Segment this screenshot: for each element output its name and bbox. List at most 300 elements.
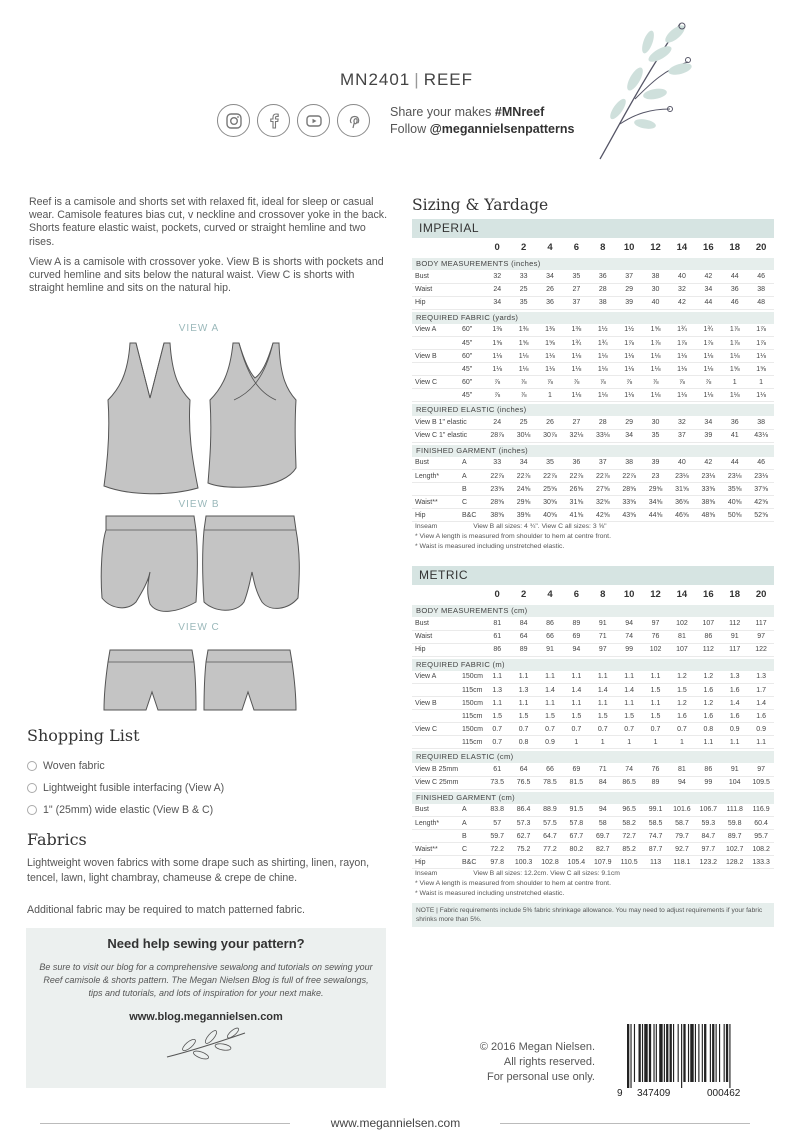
row-sublabel: 115cm <box>460 684 484 697</box>
table-cell: 99 <box>695 776 721 789</box>
barcode-bar <box>639 1024 641 1082</box>
table-cell: 1.1 <box>484 697 510 710</box>
table-row <box>412 776 774 789</box>
table-cell: 29 <box>616 283 642 296</box>
table-cell: 1⅛ <box>537 363 563 376</box>
table-cell: 29 <box>616 416 642 429</box>
table-cell: 1.3 <box>748 671 774 684</box>
table-cell: 57.8 <box>563 817 589 830</box>
hashtag: #MNreef <box>494 105 545 119</box>
row-sublabel: B <box>460 830 484 843</box>
metric-elastic-table <box>412 763 774 790</box>
barcode <box>615 1020 773 1100</box>
table-cell: 38⅝ <box>484 509 510 522</box>
footer-url[interactable]: www.megannielsen.com <box>330 1116 461 1130</box>
list-item: Lightweight fusible interfacing (View A) <box>27 777 387 799</box>
row-label <box>412 684 460 697</box>
table-cell: 1.4 <box>616 684 642 697</box>
table-cell: 1⅛ <box>590 350 616 363</box>
table-cell: 109.5 <box>748 776 774 789</box>
table-cell: 1⅛ <box>748 389 774 402</box>
table-cell: 1⅝ <box>510 337 536 350</box>
table-cell: 1⅛ <box>537 350 563 363</box>
table-cell: 66 <box>537 763 563 776</box>
table-cell: 32 <box>669 283 695 296</box>
table-cell: ⅞ <box>695 376 721 389</box>
table-row <box>412 429 774 442</box>
table-cell: 97.8 <box>484 856 510 869</box>
table-cell: 117 <box>748 617 774 630</box>
table-cell: 34 <box>616 429 642 442</box>
imperial-header: IMPERIAL <box>412 219 774 238</box>
barcode-digits-middle: 347409 <box>637 1088 671 1099</box>
table-cell: 40⅝ <box>722 496 748 509</box>
table-cell: 1⅞ <box>748 324 774 337</box>
checkbox-circle-icon <box>27 805 37 815</box>
table-row <box>412 643 774 656</box>
youtube-icon[interactable] <box>297 104 330 137</box>
table-cell: 83.8 <box>484 804 510 817</box>
view-c-shorts-illustration <box>100 646 300 714</box>
size-header-cell: 6 <box>573 588 580 600</box>
view-b-label: VIEW B <box>178 499 220 510</box>
table-row <box>412 416 774 429</box>
table-cell: 1.1 <box>484 671 510 684</box>
table-row <box>412 617 774 630</box>
table-cell: 1⅝ <box>722 363 748 376</box>
table-cell: 28 <box>590 416 616 429</box>
list-item: Woven fabric <box>27 755 387 777</box>
table-cell: 0.9 <box>748 723 774 736</box>
blog-link[interactable]: www.blog.megannielsen.com <box>129 1011 283 1023</box>
row-label: View B 25mm <box>412 763 484 776</box>
help-box <box>26 928 386 1088</box>
table-cell: 22⅞ <box>590 470 616 483</box>
row-label: View C <box>412 376 460 389</box>
table-cell: 34 <box>510 457 536 470</box>
table-cell: 25⅝ <box>537 483 563 496</box>
shopping-list-title: Shopping List <box>27 726 140 745</box>
row-label: Waist <box>412 630 484 643</box>
barcode-bar <box>688 1024 689 1082</box>
table-cell: 1.1 <box>537 671 563 684</box>
table-cell: 108.2 <box>748 843 774 856</box>
table-cell: 0.7 <box>484 723 510 736</box>
table-cell: 86 <box>484 643 510 656</box>
table-cell: 1¾ <box>590 337 616 350</box>
row-sublabel: C <box>460 496 484 509</box>
table-cell: 37 <box>563 296 589 309</box>
table-cell: 38 <box>590 296 616 309</box>
row-label: View A <box>412 324 460 337</box>
table-cell: 74 <box>616 630 642 643</box>
table-cell: 1.1 <box>537 697 563 710</box>
table-cell: 44 <box>722 457 748 470</box>
row-label: Hip <box>412 296 484 309</box>
table-cell: 28 <box>590 283 616 296</box>
table-cell: 1.5 <box>642 710 668 723</box>
metric-body-title: BODY MEASUREMENTS (cm) <box>412 605 774 617</box>
metric-header: METRIC <box>412 566 774 585</box>
table-cell: 1 <box>616 736 642 749</box>
table-cell: 1⅛ <box>616 363 642 376</box>
table-cell: 1⅛ <box>748 350 774 363</box>
sizing-column <box>412 196 774 927</box>
table-cell: 1⅛ <box>695 389 721 402</box>
row-label: Hip <box>412 643 484 656</box>
table-cell: 69 <box>563 763 589 776</box>
table-cell: 0.7 <box>510 723 536 736</box>
table-cell: 1.1 <box>563 697 589 710</box>
barcode-bar <box>634 1024 635 1082</box>
table-cell: 0.7 <box>616 723 642 736</box>
table-cell: 118.1 <box>669 856 695 869</box>
table-cell: 1.6 <box>695 684 721 697</box>
table-cell: 69.7 <box>590 830 616 843</box>
table-cell: 23⅛ <box>722 470 748 483</box>
table-cell: 1.6 <box>669 710 695 723</box>
table-cell: 50⅝ <box>722 509 748 522</box>
table-cell: 36 <box>563 457 589 470</box>
table-cell: 43⅛ <box>748 429 774 442</box>
table-cell: 84 <box>510 617 536 630</box>
fabrics-note: Additional fabric may be required to match patterned fabric. <box>27 904 305 916</box>
table-cell: 84.7 <box>695 830 721 843</box>
imperial-fabric-title: REQUIRED FABRIC (yards) <box>412 312 774 324</box>
size-header-cell: 10 <box>623 588 635 600</box>
row-label: Bust <box>412 457 460 470</box>
table-cell: 23 <box>642 470 668 483</box>
barcode-bar <box>726 1024 728 1082</box>
table-cell: 59.7 <box>484 830 510 843</box>
table-cell: 1⅛ <box>669 350 695 363</box>
imperial-body-title: BODY MEASUREMENTS (inches) <box>412 258 774 270</box>
table-cell: 85.2 <box>616 843 642 856</box>
table-cell: 32 <box>484 270 510 283</box>
table-row <box>412 350 774 363</box>
table-cell: 44 <box>695 296 721 309</box>
instagram-icon[interactable] <box>217 104 250 137</box>
table-cell: 28⅞ <box>484 429 510 442</box>
table-cell: 1.1 <box>695 736 721 749</box>
table-cell: 40 <box>642 296 668 309</box>
table-cell: 61 <box>484 630 510 643</box>
table-row <box>412 283 774 296</box>
table-cell: 62.7 <box>510 830 536 843</box>
table-cell: 48 <box>748 296 774 309</box>
table-row <box>412 509 774 522</box>
table-cell: 106.7 <box>695 804 721 817</box>
barcode-digits-right: 000462 <box>707 1088 741 1099</box>
barcode-bar <box>710 1024 711 1082</box>
row-label: Hip <box>412 509 460 522</box>
table-cell: 0.9 <box>722 723 748 736</box>
table-cell: 1.6 <box>722 710 748 723</box>
barcode-bar <box>695 1024 696 1082</box>
imperial-note-2: * Waist is measured including unstretched elastic. <box>415 543 565 550</box>
row-sublabel: 60" <box>460 350 484 363</box>
barcode-bar <box>653 1024 654 1082</box>
size-header-cell: 20 <box>755 241 767 253</box>
table-cell: 35⅝ <box>722 483 748 496</box>
table-row <box>412 389 774 402</box>
sizing-title: Sizing & Yardage <box>412 196 549 214</box>
table-cell: 48⅝ <box>695 509 721 522</box>
table-cell: 1.4 <box>590 684 616 697</box>
botanical-sprig-icon <box>590 14 700 164</box>
table-cell: 1.1 <box>616 671 642 684</box>
table-cell: ⅞ <box>563 376 589 389</box>
barcode-bar <box>659 1024 662 1082</box>
table-cell: 97 <box>748 763 774 776</box>
table-cell: 24 <box>484 283 510 296</box>
metric-note-1: * View A length is measured from shoulder to hem at centre front. <box>415 880 611 887</box>
table-cell: 71 <box>590 630 616 643</box>
table-cell: 105.4 <box>563 856 589 869</box>
barcode-bars <box>615 1020 773 1100</box>
table-cell: 1⅞ <box>669 337 695 350</box>
barcode-bar <box>681 1024 682 1088</box>
table-cell: 1⅞ <box>616 337 642 350</box>
table-cell: 1⅝ <box>642 324 668 337</box>
metric-finished-title: FINISHED GARMENT (cm) <box>412 792 774 804</box>
table-row <box>412 763 774 776</box>
table-cell: 1.5 <box>669 684 695 697</box>
table-cell: 1⅛ <box>510 363 536 376</box>
table-cell: 25 <box>510 416 536 429</box>
size-header-cell: 2 <box>520 241 527 253</box>
table-cell: 111.8 <box>722 804 748 817</box>
table-cell: 23⅛ <box>669 470 695 483</box>
table-cell: 42 <box>695 270 721 283</box>
table-cell: 1⅜ <box>537 324 563 337</box>
table-cell: 86 <box>695 630 721 643</box>
table-cell: 61 <box>484 763 510 776</box>
table-cell: 66 <box>537 630 563 643</box>
table-cell: 33 <box>484 457 510 470</box>
table-cell: 74.7 <box>642 830 668 843</box>
table-row <box>412 830 774 843</box>
table-cell: 1⅜ <box>484 324 510 337</box>
view-a-label: VIEW A <box>178 323 220 334</box>
table-cell: 40 <box>669 270 695 283</box>
table-cell: 0.7 <box>537 723 563 736</box>
table-cell: 1¾ <box>563 337 589 350</box>
row-sublabel: A <box>460 804 484 817</box>
table-cell: 1⅛ <box>616 389 642 402</box>
table-cell: 1⅛ <box>484 350 510 363</box>
table-cell: 1.1 <box>510 671 536 684</box>
table-cell: 97 <box>748 630 774 643</box>
metric-fabric-table <box>412 671 774 750</box>
row-label <box>412 483 460 496</box>
table-cell: 39⅝ <box>510 509 536 522</box>
table-cell: 0.7 <box>642 723 668 736</box>
table-cell: 27 <box>563 416 589 429</box>
table-cell: ⅞ <box>484 376 510 389</box>
table-cell: 35 <box>563 270 589 283</box>
table-cell: 1.4 <box>748 697 774 710</box>
table-cell: 64.7 <box>537 830 563 843</box>
row-label: Length* <box>412 470 460 483</box>
table-cell: 1.4 <box>722 697 748 710</box>
table-cell: 22⅞ <box>616 470 642 483</box>
pinterest-icon[interactable] <box>337 104 370 137</box>
row-label: Waist** <box>412 843 460 856</box>
table-cell: 97 <box>642 617 668 630</box>
row-label: View A <box>412 671 460 684</box>
table-cell: 1.1 <box>510 697 536 710</box>
facebook-icon[interactable] <box>257 104 290 137</box>
table-cell: 34 <box>695 416 721 429</box>
row-label: Bust <box>412 270 484 283</box>
size-header-cell: 18 <box>729 588 740 600</box>
table-row <box>412 630 774 643</box>
table-cell: 102.8 <box>537 856 563 869</box>
table-cell: 42 <box>695 457 721 470</box>
table-cell: 23⅛ <box>748 470 774 483</box>
metric-finished-table <box>412 804 774 870</box>
size-header-cell: 16 <box>703 588 714 600</box>
table-cell: 94 <box>563 643 589 656</box>
table-cell: 58 <box>590 817 616 830</box>
table-cell: 1.5 <box>642 684 668 697</box>
table-cell: 57.5 <box>537 817 563 830</box>
table-cell: 34 <box>537 270 563 283</box>
table-cell: 1⅞ <box>722 337 748 350</box>
barcode-bar <box>630 1024 631 1088</box>
size-header-cell: 18 <box>729 241 740 253</box>
row-label: View C 25mm <box>412 776 484 789</box>
pattern-title: MN2401 | REEF <box>340 70 474 89</box>
table-cell: 1⅝ <box>748 363 774 376</box>
table-cell: 1.2 <box>669 671 695 684</box>
size-header-row <box>412 585 774 603</box>
table-cell: 23⅝ <box>484 483 510 496</box>
table-cell: 1.1 <box>722 736 748 749</box>
table-cell: 117 <box>722 643 748 656</box>
table-cell: 64 <box>510 763 536 776</box>
barcode-bar <box>649 1024 651 1082</box>
table-cell: 37 <box>590 457 616 470</box>
table-cell: 1⅛ <box>590 363 616 376</box>
barcode-bar <box>664 1024 665 1082</box>
row-label: View B <box>412 697 460 710</box>
table-cell: 46 <box>722 296 748 309</box>
table-cell: 35 <box>642 429 668 442</box>
list-item: 1" (25mm) wide elastic (View B & C) <box>27 799 387 821</box>
table-row <box>412 697 774 710</box>
table-cell: 36 <box>722 416 748 429</box>
metric-elastic-title: REQUIRED ELASTIC (cm) <box>412 751 774 763</box>
table-cell: 74 <box>616 763 642 776</box>
table-cell: 58.7 <box>669 817 695 830</box>
table-cell: 1 <box>642 736 668 749</box>
table-row <box>412 337 774 350</box>
table-cell: 34 <box>484 296 510 309</box>
size-header-cell: 0 <box>494 588 500 600</box>
table-cell: 59.3 <box>695 817 721 830</box>
table-cell: 37 <box>616 270 642 283</box>
table-cell: 42 <box>669 296 695 309</box>
table-cell: 33⅝ <box>616 496 642 509</box>
table-cell: 37⅝ <box>748 483 774 496</box>
table-cell: 30⅛ <box>510 429 536 442</box>
table-cell: 1.3 <box>484 684 510 697</box>
row-sublabel: 115cm <box>460 736 484 749</box>
table-cell: 36 <box>590 270 616 283</box>
table-cell: 71 <box>590 763 616 776</box>
size-header-cell: 2 <box>520 588 527 600</box>
table-cell: 86.4 <box>510 804 536 817</box>
table-cell: 32 <box>669 416 695 429</box>
table-cell: 1⅛ <box>563 389 589 402</box>
table-cell: 1 <box>669 736 695 749</box>
table-cell: 46 <box>748 270 774 283</box>
table-cell: 1⅞ <box>748 337 774 350</box>
table-cell: 1.6 <box>695 710 721 723</box>
row-label: View B <box>412 350 460 363</box>
table-row <box>412 376 774 389</box>
table-cell: 30⅝ <box>537 496 563 509</box>
table-cell: ⅞ <box>510 389 536 402</box>
size-header-cell: 0 <box>494 241 500 253</box>
intro-text <box>29 196 387 295</box>
barcode-bar <box>690 1024 693 1082</box>
barcode-bar <box>666 1024 668 1082</box>
table-cell: ⅞ <box>616 376 642 389</box>
table-cell: 1.7 <box>748 684 774 697</box>
size-header-cell: 14 <box>676 588 688 600</box>
size-header-cell: 14 <box>676 241 688 253</box>
share-text: Share your makes #MNreef Follow @megannielsenpatterns <box>390 105 575 136</box>
size-header-cell: 20 <box>755 588 767 600</box>
barcode-bar <box>716 1024 717 1082</box>
table-cell: 97.7 <box>695 843 721 856</box>
table-cell: 87.7 <box>642 843 668 856</box>
table-cell: 75.2 <box>510 843 536 856</box>
table-cell: 91.5 <box>563 804 589 817</box>
table-cell: 72.7 <box>616 830 642 843</box>
table-cell: 89 <box>642 776 668 789</box>
view-a-camisole-illustration <box>100 338 300 498</box>
row-sublabel: B&C <box>460 856 484 869</box>
copyright: © 2016 Megan Nielsen. All rights reserved. For personal use only. <box>479 1041 595 1083</box>
help-body: Be sure to visit our blog for a comprehensive sewalong and tutorials on sewing your Reef camisole & shorts pattern. The Megan Nielsen Blog is full of free sewalongs, tips and tutorials, and lots of inspiration for your next make. <box>39 962 373 998</box>
row-sublabel: 60" <box>460 324 484 337</box>
table-cell: 78.5 <box>537 776 563 789</box>
table-cell: 42⅝ <box>590 509 616 522</box>
row-label: Bust <box>412 617 484 630</box>
table-cell: 1⅛ <box>669 363 695 376</box>
table-cell: 76.5 <box>510 776 536 789</box>
table-cell: 22⅞ <box>563 470 589 483</box>
imperial-finished-title: FINISHED GARMENT (inches) <box>412 445 774 457</box>
row-sublabel: A <box>460 470 484 483</box>
table-cell: 89 <box>510 643 536 656</box>
table-row <box>412 736 774 749</box>
table-cell: 26 <box>537 416 563 429</box>
table-cell: 38 <box>748 416 774 429</box>
table-cell: 1.1 <box>642 697 668 710</box>
table-cell: 33⅛ <box>590 429 616 442</box>
size-header-cell: 6 <box>573 241 580 253</box>
barcode-bar <box>712 1024 714 1082</box>
table-cell: 41 <box>722 429 748 442</box>
barcode-bar <box>724 1024 725 1082</box>
table-cell: 1⅛ <box>695 350 721 363</box>
table-cell: 1.2 <box>695 671 721 684</box>
